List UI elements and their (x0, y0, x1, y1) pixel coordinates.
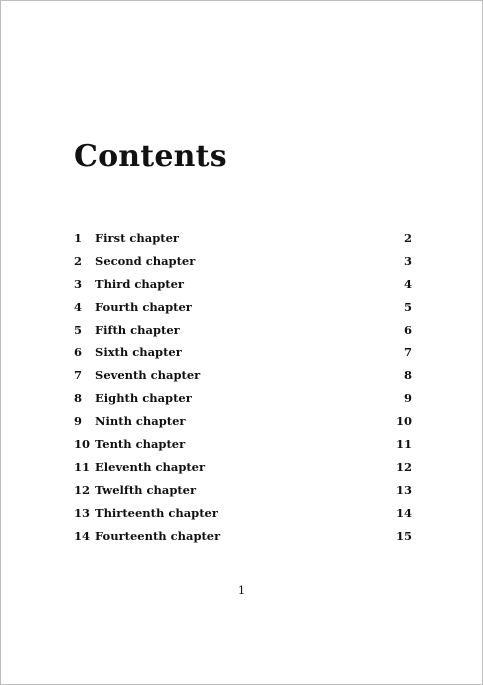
toc-entry-number: 3 (74, 276, 83, 291)
toc-entry-number: 8 (74, 391, 83, 406)
toc-entry-number: 10 (74, 437, 91, 452)
toc-entry-title: Thirteenth chapter (95, 505, 218, 520)
toc-entry-page: 12 (395, 459, 412, 474)
toc-entry-2[interactable] (74, 250, 412, 273)
toc-entry-3[interactable] (74, 273, 412, 296)
toc-entry-number: 13 (74, 505, 91, 520)
toc-entry-title: Fifth chapter (95, 322, 180, 337)
toc-entry-page: 5 (403, 299, 412, 314)
toc-entry-page: 3 (403, 253, 412, 268)
toc-entry-page: 9 (403, 391, 412, 406)
toc-entry-page: 8 (403, 368, 412, 383)
toc-entry-4[interactable] (74, 296, 412, 319)
toc-entry-number: 2 (74, 253, 83, 268)
toc-entry-11[interactable] (74, 456, 412, 479)
toc-entry-title: Ninth chapter (95, 414, 186, 429)
toc-entry-title: Eighth chapter (95, 391, 192, 406)
toc-entry-14[interactable] (74, 525, 412, 548)
toc-entry-title: Fourth chapter (95, 299, 192, 314)
toc-entry-number: 6 (74, 345, 83, 360)
toc-entry-page: 10 (395, 414, 412, 429)
toc-entry-page: 14 (395, 505, 412, 520)
toc-entry-title: Second chapter (95, 253, 196, 268)
toc-entry-page: 4 (403, 276, 412, 291)
toc-entry-number: 7 (74, 368, 83, 383)
toc-entry-number: 12 (74, 482, 91, 497)
toc-entry-title: First chapter (95, 231, 179, 245)
toc-entry-number: 14 (74, 528, 91, 543)
toc-entry-number: 11 (74, 459, 91, 474)
toc-entry-5[interactable] (74, 319, 412, 342)
toc-entry-7[interactable] (74, 364, 412, 387)
toc-entry-page: 15 (395, 528, 412, 543)
toc-entry-1[interactable] (74, 227, 412, 250)
toc-entry-title: Tenth chapter (95, 437, 186, 452)
page-number-footer: 1 (237, 583, 246, 597)
toc-entry-12[interactable] (74, 479, 412, 502)
toc-entry-6[interactable] (74, 341, 412, 364)
toc-entry-number: 1 (74, 231, 83, 245)
toc-entry-page: 13 (395, 482, 412, 497)
toc-entry-page: 2 (403, 231, 412, 245)
toc-entry-8[interactable] (74, 387, 412, 410)
toc-entry-title: Seventh chapter (95, 368, 201, 383)
toc-entry-page: 7 (403, 345, 412, 360)
toc-entry-title: Fourteenth chapter (95, 528, 221, 543)
toc-entry-title: Sixth chapter (95, 345, 182, 360)
toc-entry-page: 6 (403, 322, 412, 337)
toc-entry-title: Twelfth chapter (95, 482, 197, 497)
toc-entry-10[interactable] (74, 433, 412, 456)
table-of-contents (74, 227, 412, 547)
toc-entry-number: 9 (74, 414, 83, 429)
toc-entry-page: 11 (395, 437, 412, 452)
toc-entry-title: Eleventh chapter (95, 459, 206, 474)
toc-entry-13[interactable] (74, 502, 412, 525)
toc-entry-number: 4 (74, 299, 83, 314)
toc-entry-title: Third chapter (95, 276, 184, 291)
toc-entry-9[interactable] (74, 410, 412, 433)
contents-title: Contents (74, 139, 227, 174)
toc-entry-number: 5 (74, 322, 83, 337)
